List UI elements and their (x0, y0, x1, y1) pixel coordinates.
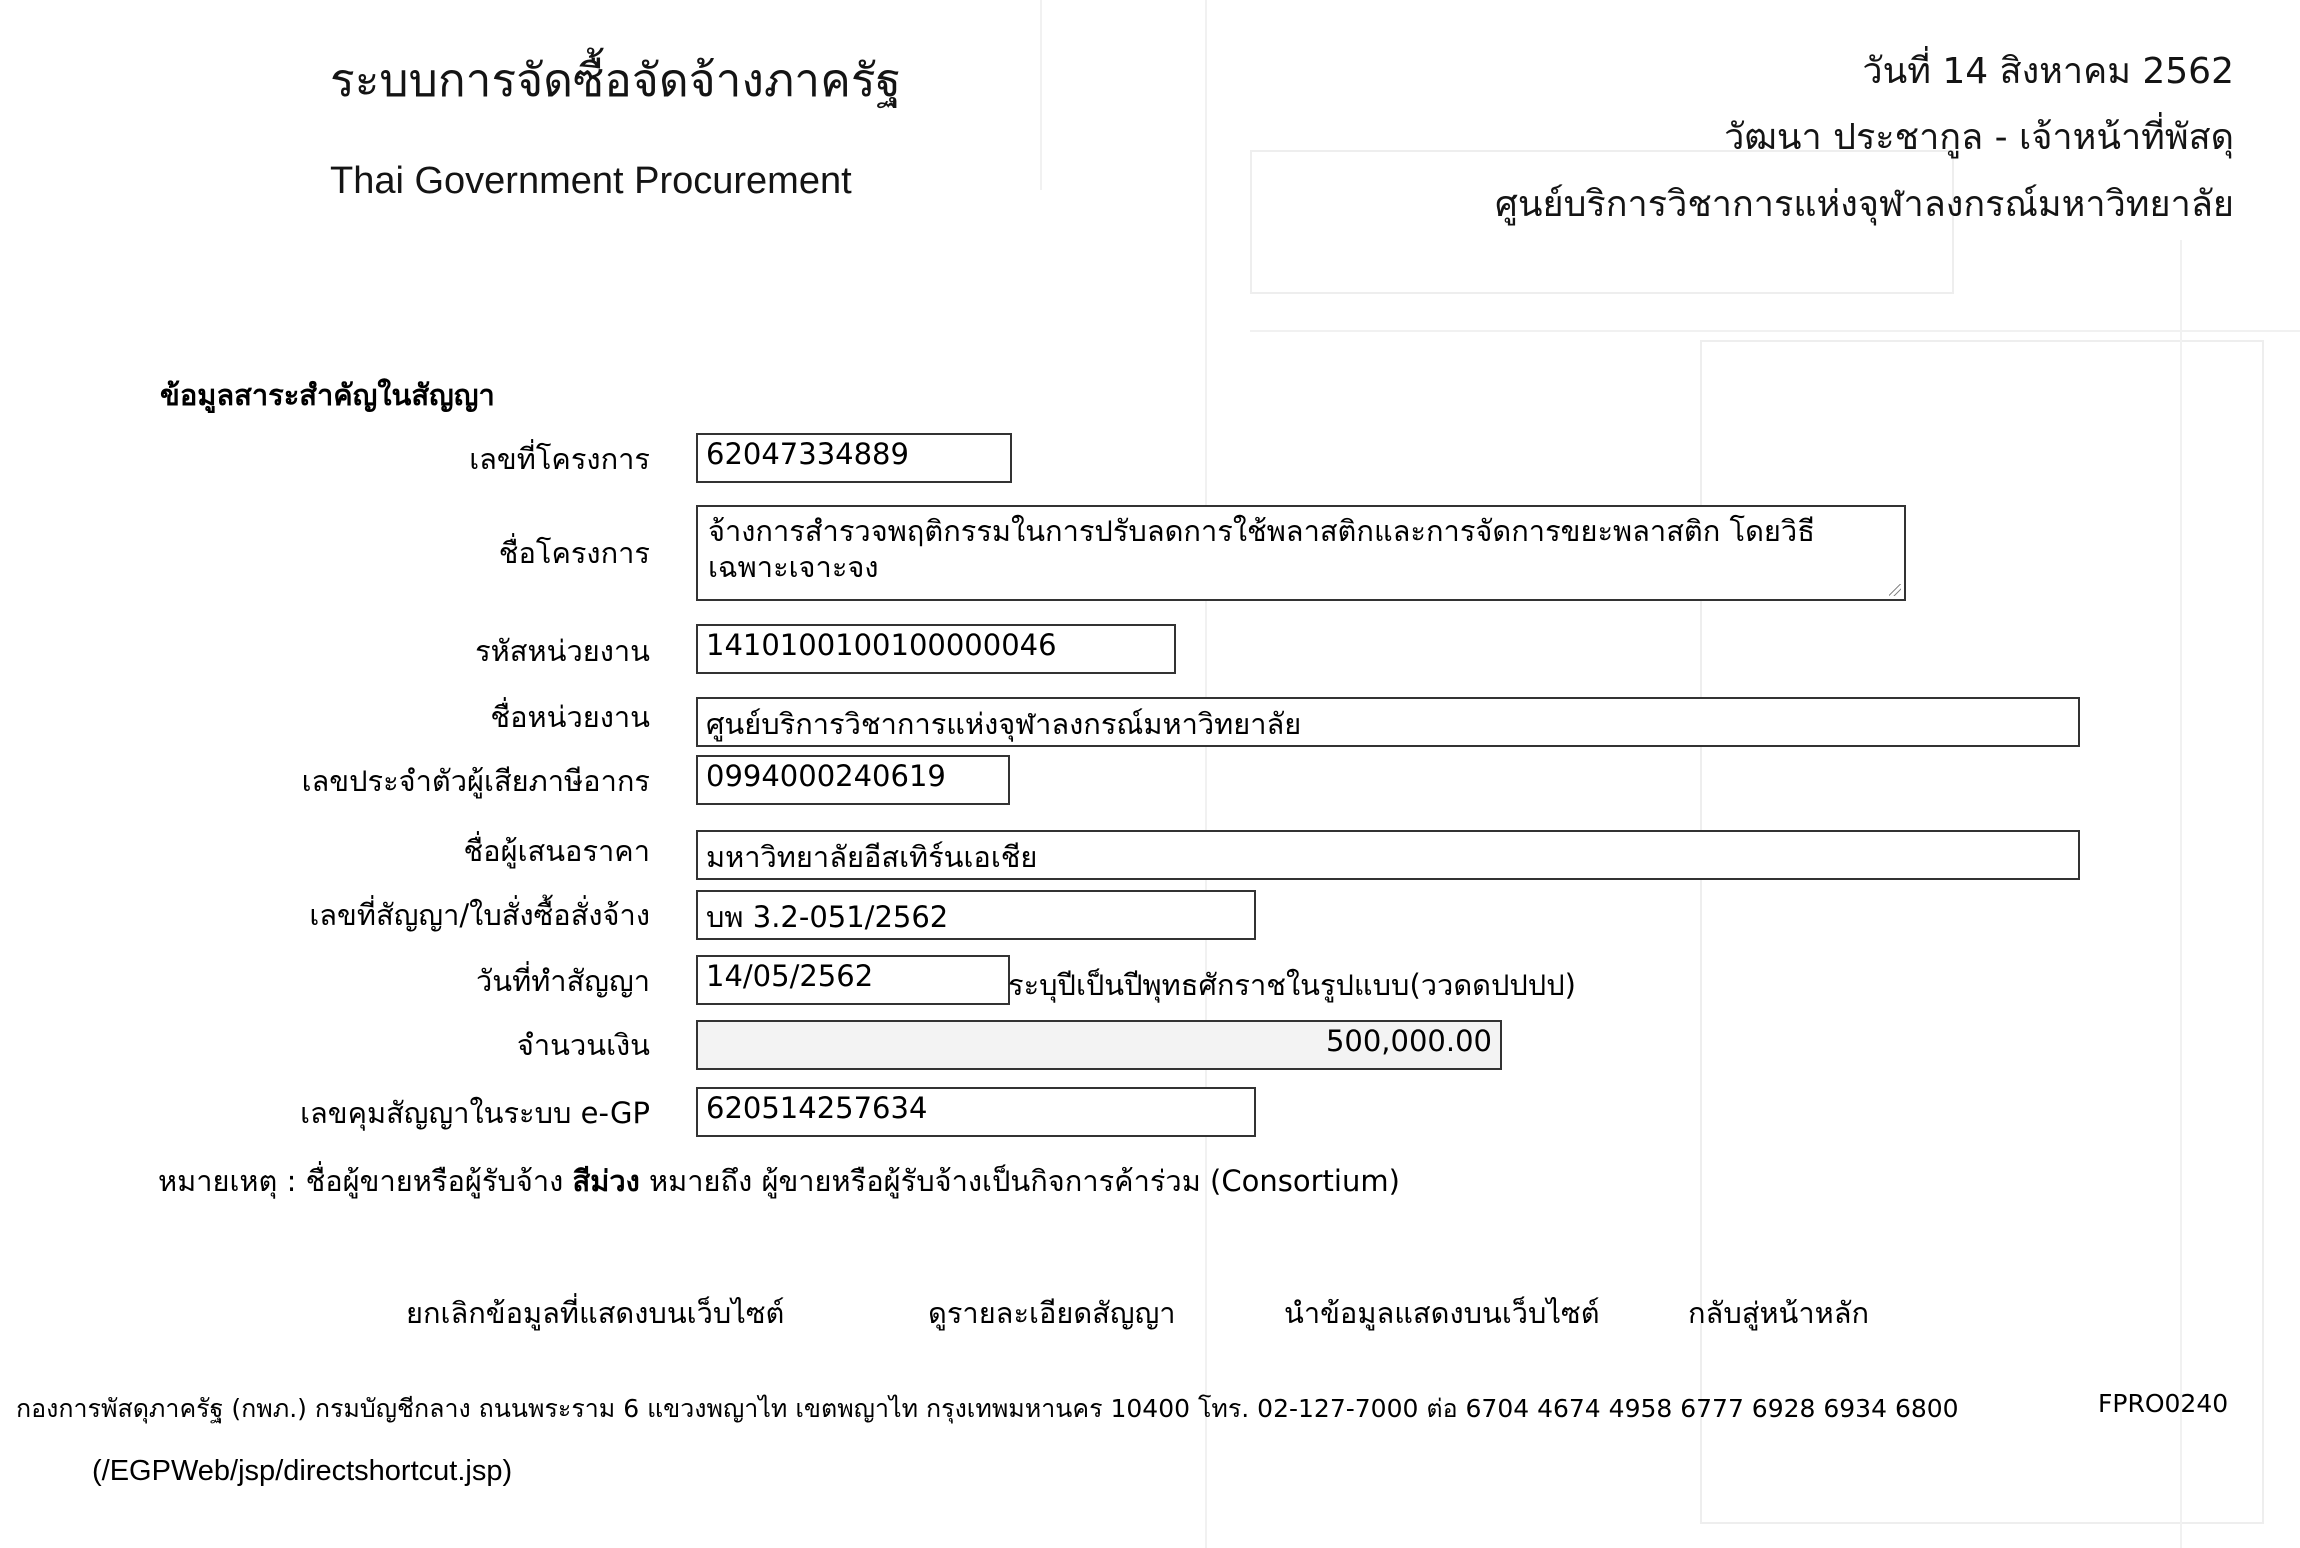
system-title-english: Thai Government Procurement (330, 160, 852, 202)
current-date: วันที่ 14 สิงหาคม 2562 (1862, 51, 2234, 92)
footer-address: กองการพัสดุภาครัฐ (กพภ.) กรมบัญชีกลาง ถนนพระราม 6 แขวงพญาไท เขตพญาไท กรุงเทพมหานคร 10400 โทร. 02-127-7000 ต่อ 6704 4674 4958 6777 6928 6934 6800 (16, 1394, 1959, 1423)
project-name-textarea[interactable] (696, 505, 1906, 601)
dept-code-field[interactable]: 1410100100100000046 (696, 624, 1176, 674)
bidder-name-label: ชื่อผู้เสนอราคา (463, 834, 650, 868)
bidder-name-field[interactable]: มหาวิทยาลัยอีสเทิร์นเอเชีย (696, 830, 2080, 880)
dept-name-field[interactable]: ศูนย์บริการวิชาการแห่งจุฬาลงกรณ์มหาวิทยาลัย (696, 697, 2080, 747)
contract-no-field[interactable]: บพ 3.2-051/2562 (696, 890, 1256, 940)
page-url: (/EGPWeb/jsp/directshortcut.jsp) (92, 1455, 513, 1487)
note-highlight: สีม่วง (572, 1164, 640, 1198)
cancel-publish-link[interactable]: ยกเลิกข้อมูลที่แสดงบนเว็บไซต์ (406, 1296, 785, 1330)
contract-date-field[interactable]: 14/05/2562 (696, 955, 1010, 1005)
amount-label: จำนวนเงิน (516, 1028, 650, 1062)
user-organization: ศูนย์บริการวิชาการแห่งจุฬาลงกรณ์มหาวิทยาลัย (1495, 184, 2234, 225)
background-line (1205, 0, 1207, 1548)
user-name-role: วัฒนา ประชากูล - เจ้าหน้าที่พัสดุ (1724, 117, 2234, 158)
consortium-note (158, 1158, 1400, 1204)
dept-name-label: ชื่อหน่วยงาน (490, 700, 650, 734)
view-contract-link[interactable]: ดูรายละเอียดสัญญา (928, 1296, 1176, 1330)
background-line (1250, 330, 2300, 332)
project-name-label: ชื่อโครงการ (498, 536, 650, 570)
note-suffix: หมายถึง ผู้ขายหรือผู้รับจ้างเป็นกิจการค้าร่วม (Consortium) (639, 1164, 1400, 1198)
project-name-text: จ้างการสำรวจพฤติกรรมในการปรับลดการใช้พลาสติกและการจัดการขยะพลาสติก โดยวิธีเฉพาะเจาะจง (708, 514, 1815, 584)
date-format-hint: ระบุปีเป็นปีพุทธศักราชในรูปแบบ(ววดดปปปป) (1008, 968, 1576, 1002)
contract-date-label: วันที่ทำสัญญา (475, 964, 650, 998)
contract-no-label: เลขที่สัญญา/ใบสั่งซื้อสั่งจ้าง (309, 898, 650, 932)
project-no-label: เลขที่โครงการ (469, 442, 650, 476)
page-code: FPRO0240 (2098, 1389, 2229, 1418)
note-prefix: หมายเหตุ : ชื่อผู้ขายหรือผู้รับจ้าง (158, 1164, 573, 1198)
dept-code-label: รหัสหน่วยงาน (475, 634, 650, 668)
project-no-field[interactable]: 62047334889 (696, 433, 1012, 483)
resize-grip-icon[interactable] (1889, 584, 1901, 596)
back-home-link[interactable]: กลับสู่หน้าหลัก (1688, 1296, 1870, 1330)
egp-contract-no-field[interactable]: 620514257634 (696, 1087, 1256, 1137)
background-line (1040, 0, 1042, 190)
tax-id-field[interactable]: 0994000240619 (696, 755, 1010, 805)
publish-link[interactable]: นำข้อมูลแสดงบนเว็บไซต์ (1284, 1296, 1600, 1330)
section-title: ข้อมูลสาระสำคัญในสัญญา (160, 378, 495, 412)
egp-contract-no-label: เลขคุมสัญญาในระบบ e-GP (300, 1096, 650, 1130)
system-title-thai: ระบบการจัดซื้อจัดจ้างภาครัฐ (330, 53, 901, 107)
tax-id-label: เลขประจำตัวผู้เสียภาษีอากร (301, 764, 650, 798)
background-line (2180, 240, 2182, 1548)
amount-field[interactable]: 500,000.00 (696, 1020, 1502, 1070)
